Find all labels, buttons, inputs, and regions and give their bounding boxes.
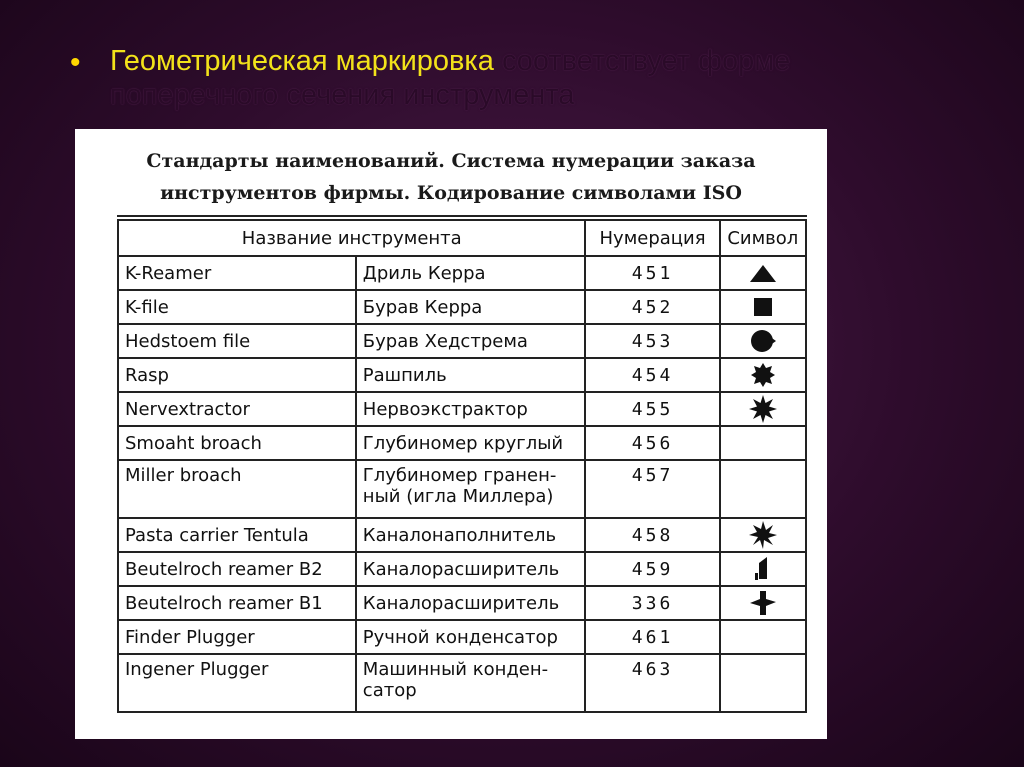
cell-en: Ingener Plugger xyxy=(118,654,356,712)
cell-en: Nervextractor xyxy=(118,392,356,426)
cell-en: Rasp xyxy=(118,358,356,392)
circle-icon xyxy=(749,328,777,354)
table-row xyxy=(118,460,806,518)
cell-ru: Каналорасширитель xyxy=(356,552,586,586)
cell-num: 458 xyxy=(585,518,719,552)
table-row xyxy=(118,518,806,552)
cell-num: 463 xyxy=(585,654,719,712)
table-row xyxy=(118,256,806,290)
iso-symbol-table xyxy=(117,219,807,713)
cell-ru: Каналорасширитель xyxy=(356,586,586,620)
table-row xyxy=(118,552,806,586)
cell-num: 455 xyxy=(585,392,719,426)
cell-num: 336 xyxy=(585,586,719,620)
cell-symbol xyxy=(720,654,806,712)
cell-num: 461 xyxy=(585,620,719,654)
cell-ru: Бурав Керра xyxy=(356,290,586,324)
cell-ru: Рашпиль xyxy=(356,358,586,392)
cell-ru-line-2: сатор xyxy=(362,680,417,701)
cell-en: Beutelroch reamer B2 xyxy=(118,552,356,586)
cell-ru: Дриль Керра xyxy=(356,256,586,290)
table-header-row xyxy=(118,220,806,256)
triangle-icon xyxy=(748,262,778,284)
star-icon xyxy=(749,395,777,423)
cell-symbol xyxy=(720,358,806,392)
cell-en: Hedstoem file xyxy=(118,324,356,358)
cell-ru: Нервоэкстрактор xyxy=(356,392,586,426)
cell-symbol xyxy=(720,392,806,426)
cell-num: 453 xyxy=(585,324,719,358)
cell-en: K-Reamer xyxy=(118,256,356,290)
table-row xyxy=(118,586,806,620)
cell-symbol xyxy=(720,426,806,460)
cell-num: 457 xyxy=(585,460,719,518)
header-number: Нумерация xyxy=(585,220,719,256)
cell-symbol xyxy=(720,620,806,654)
scanned-document xyxy=(75,129,827,739)
cell-en: Finder Plugger xyxy=(118,620,356,654)
heading-highlight: Геометрическая маркировка xyxy=(110,45,494,77)
cell-en: Beutelroch reamer B1 xyxy=(118,586,356,620)
cell-num: 456 xyxy=(585,426,719,460)
cell-symbol xyxy=(720,586,806,620)
cell-symbol xyxy=(720,460,806,518)
table-row xyxy=(118,426,806,460)
cell-en: Smoaht broach xyxy=(118,426,356,460)
cell-ru: Ручной конденсатор xyxy=(356,620,586,654)
cell-ru xyxy=(356,460,586,518)
cell-ru-line-1: Глубиномер гранен- xyxy=(362,465,557,486)
spiral-star-icon xyxy=(749,521,777,549)
cell-symbol xyxy=(720,518,806,552)
cell-symbol xyxy=(720,290,806,324)
table-row xyxy=(118,654,806,712)
cell-symbol xyxy=(720,552,806,586)
document-title xyxy=(75,145,827,209)
cross-icon xyxy=(748,589,778,617)
cell-num: 452 xyxy=(585,290,719,324)
cell-symbol xyxy=(720,256,806,290)
heading-rest: соответствует форме поперечного сечения инструмента xyxy=(110,45,791,111)
cell-en: Pasta carrier Tentula xyxy=(118,518,356,552)
cell-en: Miller broach xyxy=(118,460,356,518)
header-symbol: Символ xyxy=(720,220,806,256)
square-icon xyxy=(751,296,775,318)
octagon-star-icon xyxy=(750,362,776,388)
heading-text xyxy=(110,44,870,112)
table-row xyxy=(118,392,806,426)
document-title-line-1: Стандарты наименований. Система нумерации заказа xyxy=(146,150,756,172)
table-row xyxy=(118,620,806,654)
wedge-icon xyxy=(753,555,773,583)
cell-symbol xyxy=(720,324,806,358)
cell-ru: Глубиномер круглый xyxy=(356,426,586,460)
table-row xyxy=(118,324,806,358)
cell-ru-line-1: Машинный конден- xyxy=(362,659,549,680)
cell-num: 451 xyxy=(585,256,719,290)
cell-ru-line-2: ный (игла Миллера) xyxy=(362,486,554,507)
table-row xyxy=(118,290,806,324)
cell-ru: Каналонаполнитель xyxy=(356,518,586,552)
cell-ru: Бурав Хедстрема xyxy=(356,324,586,358)
document-title-line-2: инструментов фирмы. Кодирование символами ISO xyxy=(160,182,742,204)
header-name: Название инструмента xyxy=(118,220,585,256)
cell-num: 459 xyxy=(585,552,719,586)
cell-num: 454 xyxy=(585,358,719,392)
cell-ru xyxy=(356,654,586,712)
table-row xyxy=(118,358,806,392)
cell-en: K-file xyxy=(118,290,356,324)
bullet-marker: • xyxy=(70,46,81,79)
title-divider xyxy=(117,215,807,217)
